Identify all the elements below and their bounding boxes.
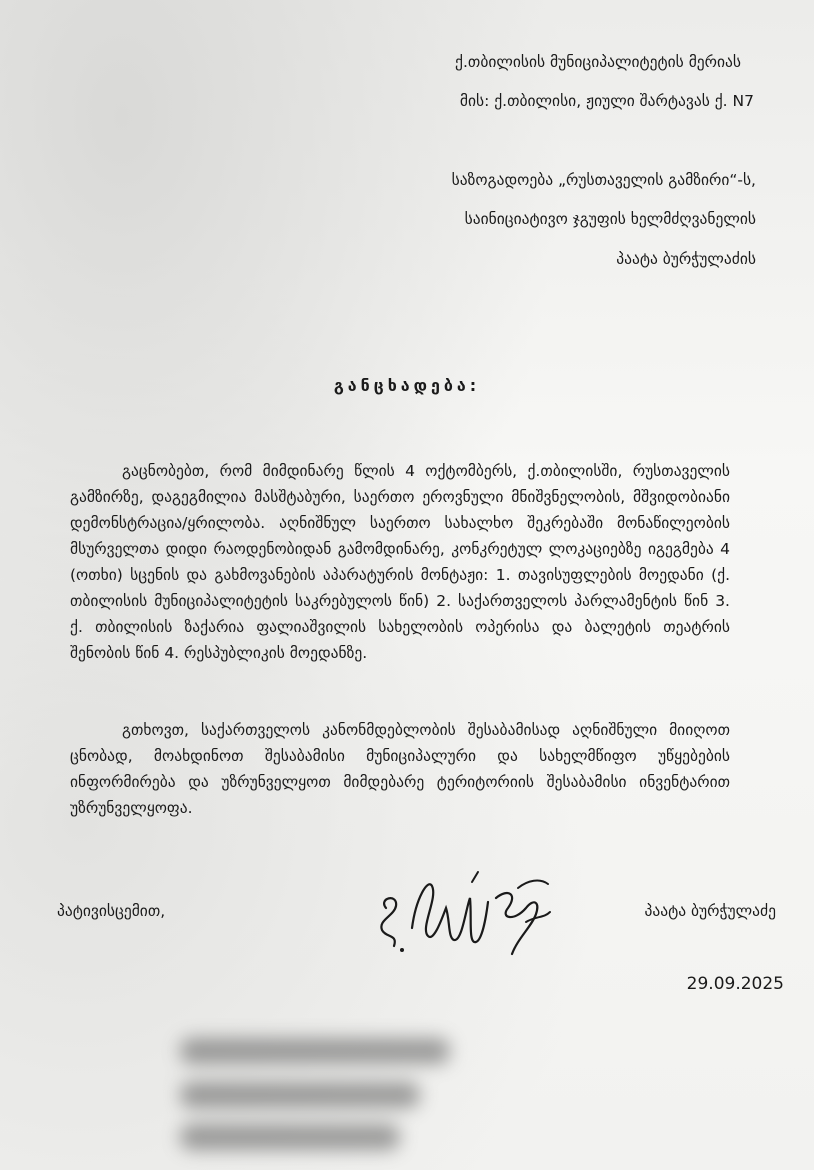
body-paragraph-2: გთხოვთ, საქართველოს კანონმდებლობის შესაბამისად აღნიშნული მიიღოთ ცნობად, მოახდინოთ შესაბამისი მუნიციპალური და სახელმწიფო უწყებების ინფორმირება და უზრუნველყოთ მიმდებარე ტერიტორიის შესაბამისი ინვენტარით უზრუნველყოფა. [70,721,730,817]
document-date: 29.09.2025 [686,974,784,994]
handwritten-signature [368,858,558,978]
recipient-address: მის: ქ.თბილისი, ჟიული შარტავას ქ. N7 [459,92,754,110]
document-title: განცხადება: [333,376,481,395]
closing-phrase: პატივისცემით, [57,902,166,920]
sender-role: საინიციატივო ჯგუფის ხელმძღვანელის [464,210,756,228]
body-paragraph-1: გაცნობებთ, რომ მიმდინარე წლის 4 ოქტომბერს, ქ.თბილისში, რუსთაველის გამზირზე, დაგეგმილია მასშტაბური, საერთო ეროვნული მნიშვნელობის, მშვიდობიანი დემონსტრაცია/ყრილობა. აღნიშნულ საერთო სახალხო შეკრებაში მონაწილეობის მსურველთა დიდი რაოდენობიდან გამომდინარე, კონკრეტულ ლოკაციებზე იგეგმება 4 (ოთხი) სცენის და გახმოვანების აპარატურის მონტაჟი: 1. თავისუფლების მოედანი (ქ. თბილისის მუნიციპალიტეტის საკრებულოს წინ) 2. საქართველოს პარლამენტის წინ 3. ქ. თბილისის ზაქარია ფალიაშვილის სახელობის ოპერისა და ბალეტის თეატრის შენობის წინ 4. რესპუბლიკის მოედანზე. [70,462,730,662]
sender-name: პაატა ბურჭულაძის [616,250,756,268]
sender-organization: საზოგადოება „რუსთაველის გამზირი“-ს, [451,171,756,189]
recipient-line-1: ქ.თბილისის მუნიციპალიტეტის მერიას [455,53,741,71]
redacted-area [180,1020,480,1160]
signer-name: პაატა ბურჭულაძე [644,902,776,920]
